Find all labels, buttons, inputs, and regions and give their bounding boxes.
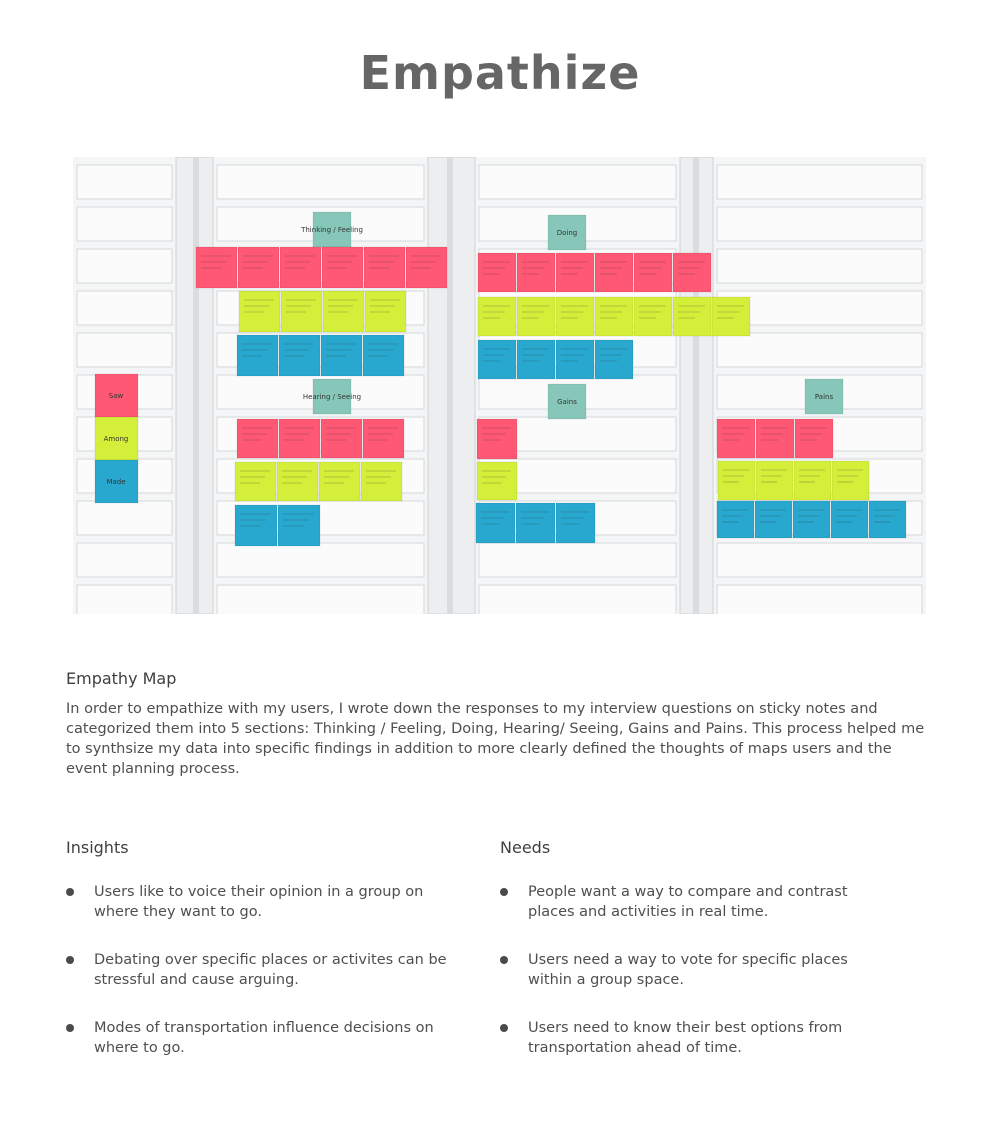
- legend-note-label: Saw: [108, 392, 124, 400]
- empathy-map-paragraph: In order to empathize with my users, I wrote down the responses to my interview questions on sticky notes and categorized them into 5 sections: Thinking / Feeling, Doing, Hearing/ Seeing, Gains and Pains. This process helped me to synthsize my data into specific findings in addition to more clearly defined the thoughts of maps users and the event planning process.: [66, 701, 925, 777]
- sticky-note: [556, 297, 594, 336]
- sticky-note: [793, 501, 830, 538]
- list-item: [500, 882, 890, 922]
- sticky-note: [595, 253, 633, 292]
- sticky-note: [673, 253, 711, 292]
- bullet-icon: [500, 1024, 508, 1032]
- sticky-note: [235, 505, 277, 546]
- list-item: [66, 1018, 456, 1058]
- sticky-note: [718, 461, 755, 500]
- section-label-text: Pains: [814, 393, 834, 401]
- empathy-map-heading: Empathy Map: [66, 669, 177, 688]
- shutter-slat: [479, 585, 676, 614]
- needs-heading: Needs: [500, 838, 551, 857]
- insight-text: Users like to voice their opinion in a group on where they want to go.: [94, 884, 424, 920]
- sticky-note: [363, 335, 404, 376]
- sticky-note: [556, 340, 594, 379]
- sticky-note: [321, 419, 362, 458]
- shutter-rail: [693, 157, 699, 614]
- bullet-icon: [500, 956, 508, 964]
- section-label-text: Doing: [556, 229, 578, 237]
- shutter-slat: [77, 207, 172, 241]
- sticky-note: [239, 291, 280, 332]
- sticky-note: [281, 291, 322, 332]
- section-label-text: Thinking / Feeling: [301, 226, 363, 234]
- list-item: [500, 1018, 890, 1058]
- sticky-note: [556, 253, 594, 292]
- sticky-note: [869, 501, 906, 538]
- shutter-slat: [77, 291, 172, 325]
- shutter-slat: [217, 585, 424, 614]
- shutter-slat: [717, 249, 922, 283]
- sticky-note: [756, 419, 794, 458]
- sticky-note: [478, 253, 516, 292]
- sticky-note: [478, 340, 516, 379]
- sticky-note: [756, 461, 793, 500]
- shutter-rail: [193, 157, 199, 614]
- sticky-note: [277, 462, 318, 501]
- sticky-note: [406, 247, 447, 288]
- sticky-note: [673, 297, 711, 336]
- bullet-icon: [66, 956, 74, 964]
- insights-list: [66, 882, 456, 1086]
- insights-heading: Insights: [66, 838, 129, 857]
- sticky-note: [363, 419, 404, 458]
- shutter-slat: [217, 165, 424, 199]
- sticky-note: [517, 253, 555, 292]
- shutter-slat: [217, 543, 424, 577]
- shutter-slat: [77, 543, 172, 577]
- sticky-note: [364, 247, 405, 288]
- shutter-slat: [77, 333, 172, 367]
- need-text: Users need to know their best options from transportation ahead of time.: [528, 1020, 843, 1056]
- sticky-note: [237, 419, 278, 458]
- shutter-slat: [717, 165, 922, 199]
- insight-text: Modes of transportation influence decisions on where to go.: [94, 1020, 434, 1056]
- sticky-note: [319, 462, 360, 501]
- sticky-note: [361, 462, 402, 501]
- sticky-note: [478, 297, 516, 336]
- section-label-text: Hearing / Seeing: [302, 393, 362, 401]
- shutter-slat: [717, 585, 922, 614]
- shutter-slat: [717, 543, 922, 577]
- need-text: People want a way to compare and contrast places and activities in real time.: [528, 884, 848, 920]
- sticky-note: [516, 503, 555, 543]
- needs-list: [500, 882, 890, 1086]
- need-text: Users need a way to vote for specific places within a group space.: [528, 952, 848, 988]
- sticky-note: [755, 501, 792, 538]
- shutter-slat: [479, 543, 676, 577]
- sticky-note: [634, 297, 672, 336]
- shutter-slat: [77, 585, 172, 614]
- sticky-note: [832, 461, 869, 500]
- shutter-slat: [717, 333, 922, 367]
- sticky-note: [712, 297, 750, 336]
- sticky-note: [196, 247, 237, 288]
- bullet-icon: [66, 888, 74, 896]
- sticky-note: [322, 247, 363, 288]
- insight-text: Debating over specific places or activites can be stressful and cause arguing.: [94, 952, 447, 988]
- sticky-note: [831, 501, 868, 538]
- sticky-note: [795, 419, 833, 458]
- sticky-note: [794, 461, 831, 500]
- section-label-text: Gains: [557, 398, 577, 406]
- bullet-icon: [500, 888, 508, 896]
- list-item: [500, 950, 890, 990]
- legend-note-label: Made: [106, 478, 126, 486]
- sticky-note: [477, 419, 517, 459]
- sticky-note: [278, 505, 320, 546]
- bullet-icon: [66, 1024, 74, 1032]
- sticky-note: [634, 253, 672, 292]
- sticky-note: [556, 503, 595, 543]
- sticky-note: [323, 291, 364, 332]
- legend-note-label: Among: [103, 435, 129, 443]
- shutter-rail: [447, 157, 453, 614]
- sticky-note: [476, 503, 515, 543]
- list-item: [66, 882, 456, 922]
- sticky-note: [517, 340, 555, 379]
- list-item: [66, 950, 456, 990]
- shutter-slat: [77, 501, 172, 535]
- sticky-note: [238, 247, 279, 288]
- sticky-note: [237, 335, 278, 376]
- sticky-note: [517, 297, 555, 336]
- shutter-slat: [717, 207, 922, 241]
- sticky-note: [717, 501, 754, 538]
- shutter-slat: [479, 165, 676, 199]
- shutter-slat: [77, 249, 172, 283]
- sticky-note: [235, 462, 276, 501]
- page-title: Empathize: [359, 46, 641, 100]
- sticky-note: [280, 247, 321, 288]
- sticky-note: [595, 297, 633, 336]
- empathy-map-photo: [73, 157, 926, 614]
- sticky-note: [321, 335, 362, 376]
- shutter-slat: [77, 165, 172, 199]
- sticky-note: [477, 462, 517, 500]
- sticky-note: [717, 419, 755, 458]
- sticky-note: [279, 419, 320, 458]
- sticky-note: [595, 340, 633, 379]
- sticky-note: [279, 335, 320, 376]
- sticky-note: [365, 291, 406, 332]
